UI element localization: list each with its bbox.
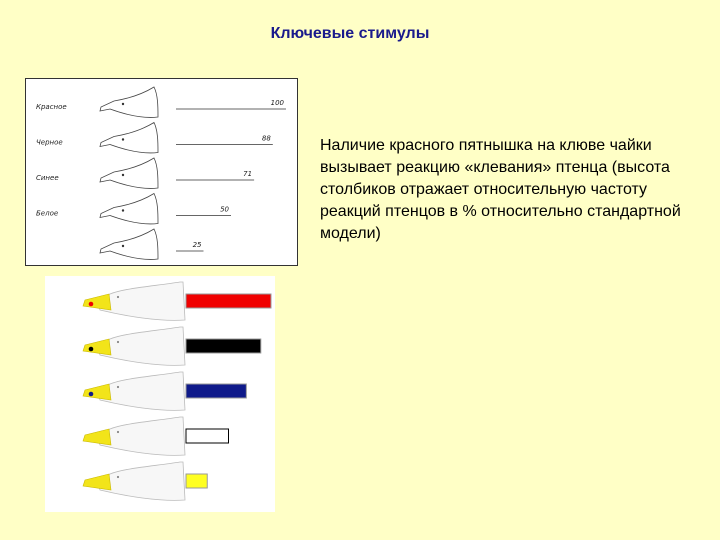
gull-head-outline — [100, 123, 158, 153]
bar — [186, 429, 229, 443]
bill-spot — [89, 302, 94, 307]
bar-value-label: 88 — [261, 134, 271, 143]
gull-bill — [83, 339, 111, 355]
gull-head-outline — [100, 229, 158, 259]
bar — [186, 474, 207, 488]
gull-bill-figure-color — [45, 276, 275, 512]
gull-bill — [83, 429, 111, 445]
bar-value-label: 50 — [220, 205, 229, 214]
bill-spot — [89, 347, 94, 352]
bar — [186, 294, 271, 308]
gull-bill — [83, 294, 111, 310]
bar-value-label: 25 — [192, 241, 202, 249]
bar — [186, 384, 246, 398]
bar-value-label: 100 — [270, 99, 284, 107]
gull-eye — [117, 341, 119, 343]
bill-spot — [89, 392, 94, 397]
line-chart-svg — [26, 79, 297, 265]
row-label: Белое — [36, 209, 59, 218]
gull-bill — [83, 384, 111, 400]
gull-head-outline — [100, 87, 158, 117]
color-chart-svg — [45, 276, 275, 512]
bar-value-label: 71 — [243, 170, 253, 178]
gull-eye — [122, 209, 124, 211]
gull-bill-figure-line-drawing — [25, 78, 298, 266]
gull-bill — [83, 474, 111, 490]
row-label: Черное — [36, 138, 63, 147]
gull-eye — [117, 296, 119, 298]
row-label: Синее — [36, 174, 59, 182]
gull-head-outline — [100, 194, 158, 224]
gull-eye — [122, 103, 124, 105]
gull-eye — [117, 386, 119, 388]
gull-eye — [117, 476, 119, 478]
gull-eye — [122, 245, 124, 247]
row-label: Красное — [36, 103, 67, 111]
gull-eye — [122, 138, 124, 140]
slide-caption: Наличие красного пятнышка на клюве чайки вызывает реакцию «клевания» птенца (высота столбиков отражает относительную частоту реакций птенцов в % относительно стандартной модели) — [320, 137, 681, 242]
gull-eye — [122, 174, 124, 176]
bar — [186, 339, 261, 353]
slide-title: Ключевые стимулы — [270, 25, 430, 42]
gull-head-outline — [100, 158, 158, 188]
gull-eye — [117, 431, 119, 433]
